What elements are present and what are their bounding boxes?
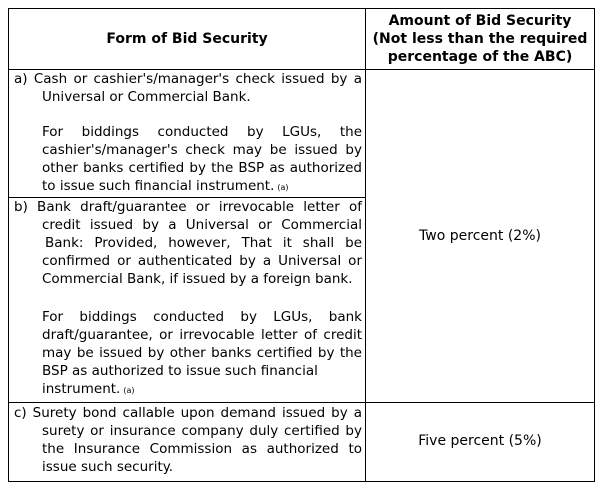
row-b-note-line1: For biddings conducted by LGUs, bank [42, 309, 362, 325]
row-b-note-line5-text: instrument. [42, 381, 121, 397]
row-c-line3: the Insurance Commission as authorized to [42, 441, 362, 457]
row-b-divider [8, 402, 595, 403]
row-a-note-line1: For biddings conducted by LGUs, the [42, 124, 362, 140]
table-border-right [594, 8, 595, 482]
header-amount-line1: Amount of Bid Security [388, 13, 572, 29]
header-amount-line2: (Not less than the required [372, 31, 588, 47]
row-b-note-line5 [42, 380, 135, 400]
row-b-note-line3: may be issued by other banks certified by the [42, 345, 362, 361]
row-c-line4: issue such security. [42, 459, 174, 475]
row-b-note-line2: draft/guarantee, or irrevocable letter of credit [42, 327, 362, 343]
column-divider [365, 8, 366, 482]
amount-five-percent: Five percent (5%) [418, 433, 542, 449]
row-b-line2: credit issued by a Universal or Commercial [42, 217, 362, 233]
amount-two-percent: Two percent (2%) [419, 228, 541, 244]
header-amount-of-bid-security [366, 9, 594, 69]
header-amount-line3: percentage of the ABC) [387, 49, 573, 65]
row-b-line5: Commercial Bank, if issued by a foreign bank. [42, 271, 353, 287]
table-border-bottom [8, 481, 595, 482]
row-b-note-line4: BSP as authorized to issue such financial [42, 363, 318, 379]
header-form-label: Form of Bid Security [106, 31, 268, 47]
row-b-footnote: (a) [123, 386, 135, 395]
row-a-note-line4 [42, 177, 289, 197]
row-b-line1: b) Bank draft/guarantee or irrevocable letter of [14, 199, 362, 215]
row-a-note-line2: cashier's/manager's check may be issued by [42, 142, 362, 158]
row-a-note-line3: other banks certified by the BSP as authorized [42, 160, 362, 176]
row-c-line1: c) Surety bond callable upon demand issued by a [14, 405, 362, 421]
row-a-note-line4-text: to issue such financial instrument. [42, 178, 275, 194]
header-form-of-bid-security [9, 9, 365, 69]
row-a-line1: a) Cash or cashier's/manager's check issued by a [14, 71, 362, 87]
row-b-line3: Bank: Provided, however, That it shall be [45, 235, 362, 251]
row-a-footnote: (a) [277, 183, 289, 192]
table-border-left [8, 8, 9, 482]
row-a-line2: Universal or Commercial Bank. [42, 89, 251, 105]
row-c-line2: surety or insurance company duly certified by [42, 423, 362, 439]
row-b-line4: confirmed or authenticated by a Universal or [42, 253, 362, 269]
